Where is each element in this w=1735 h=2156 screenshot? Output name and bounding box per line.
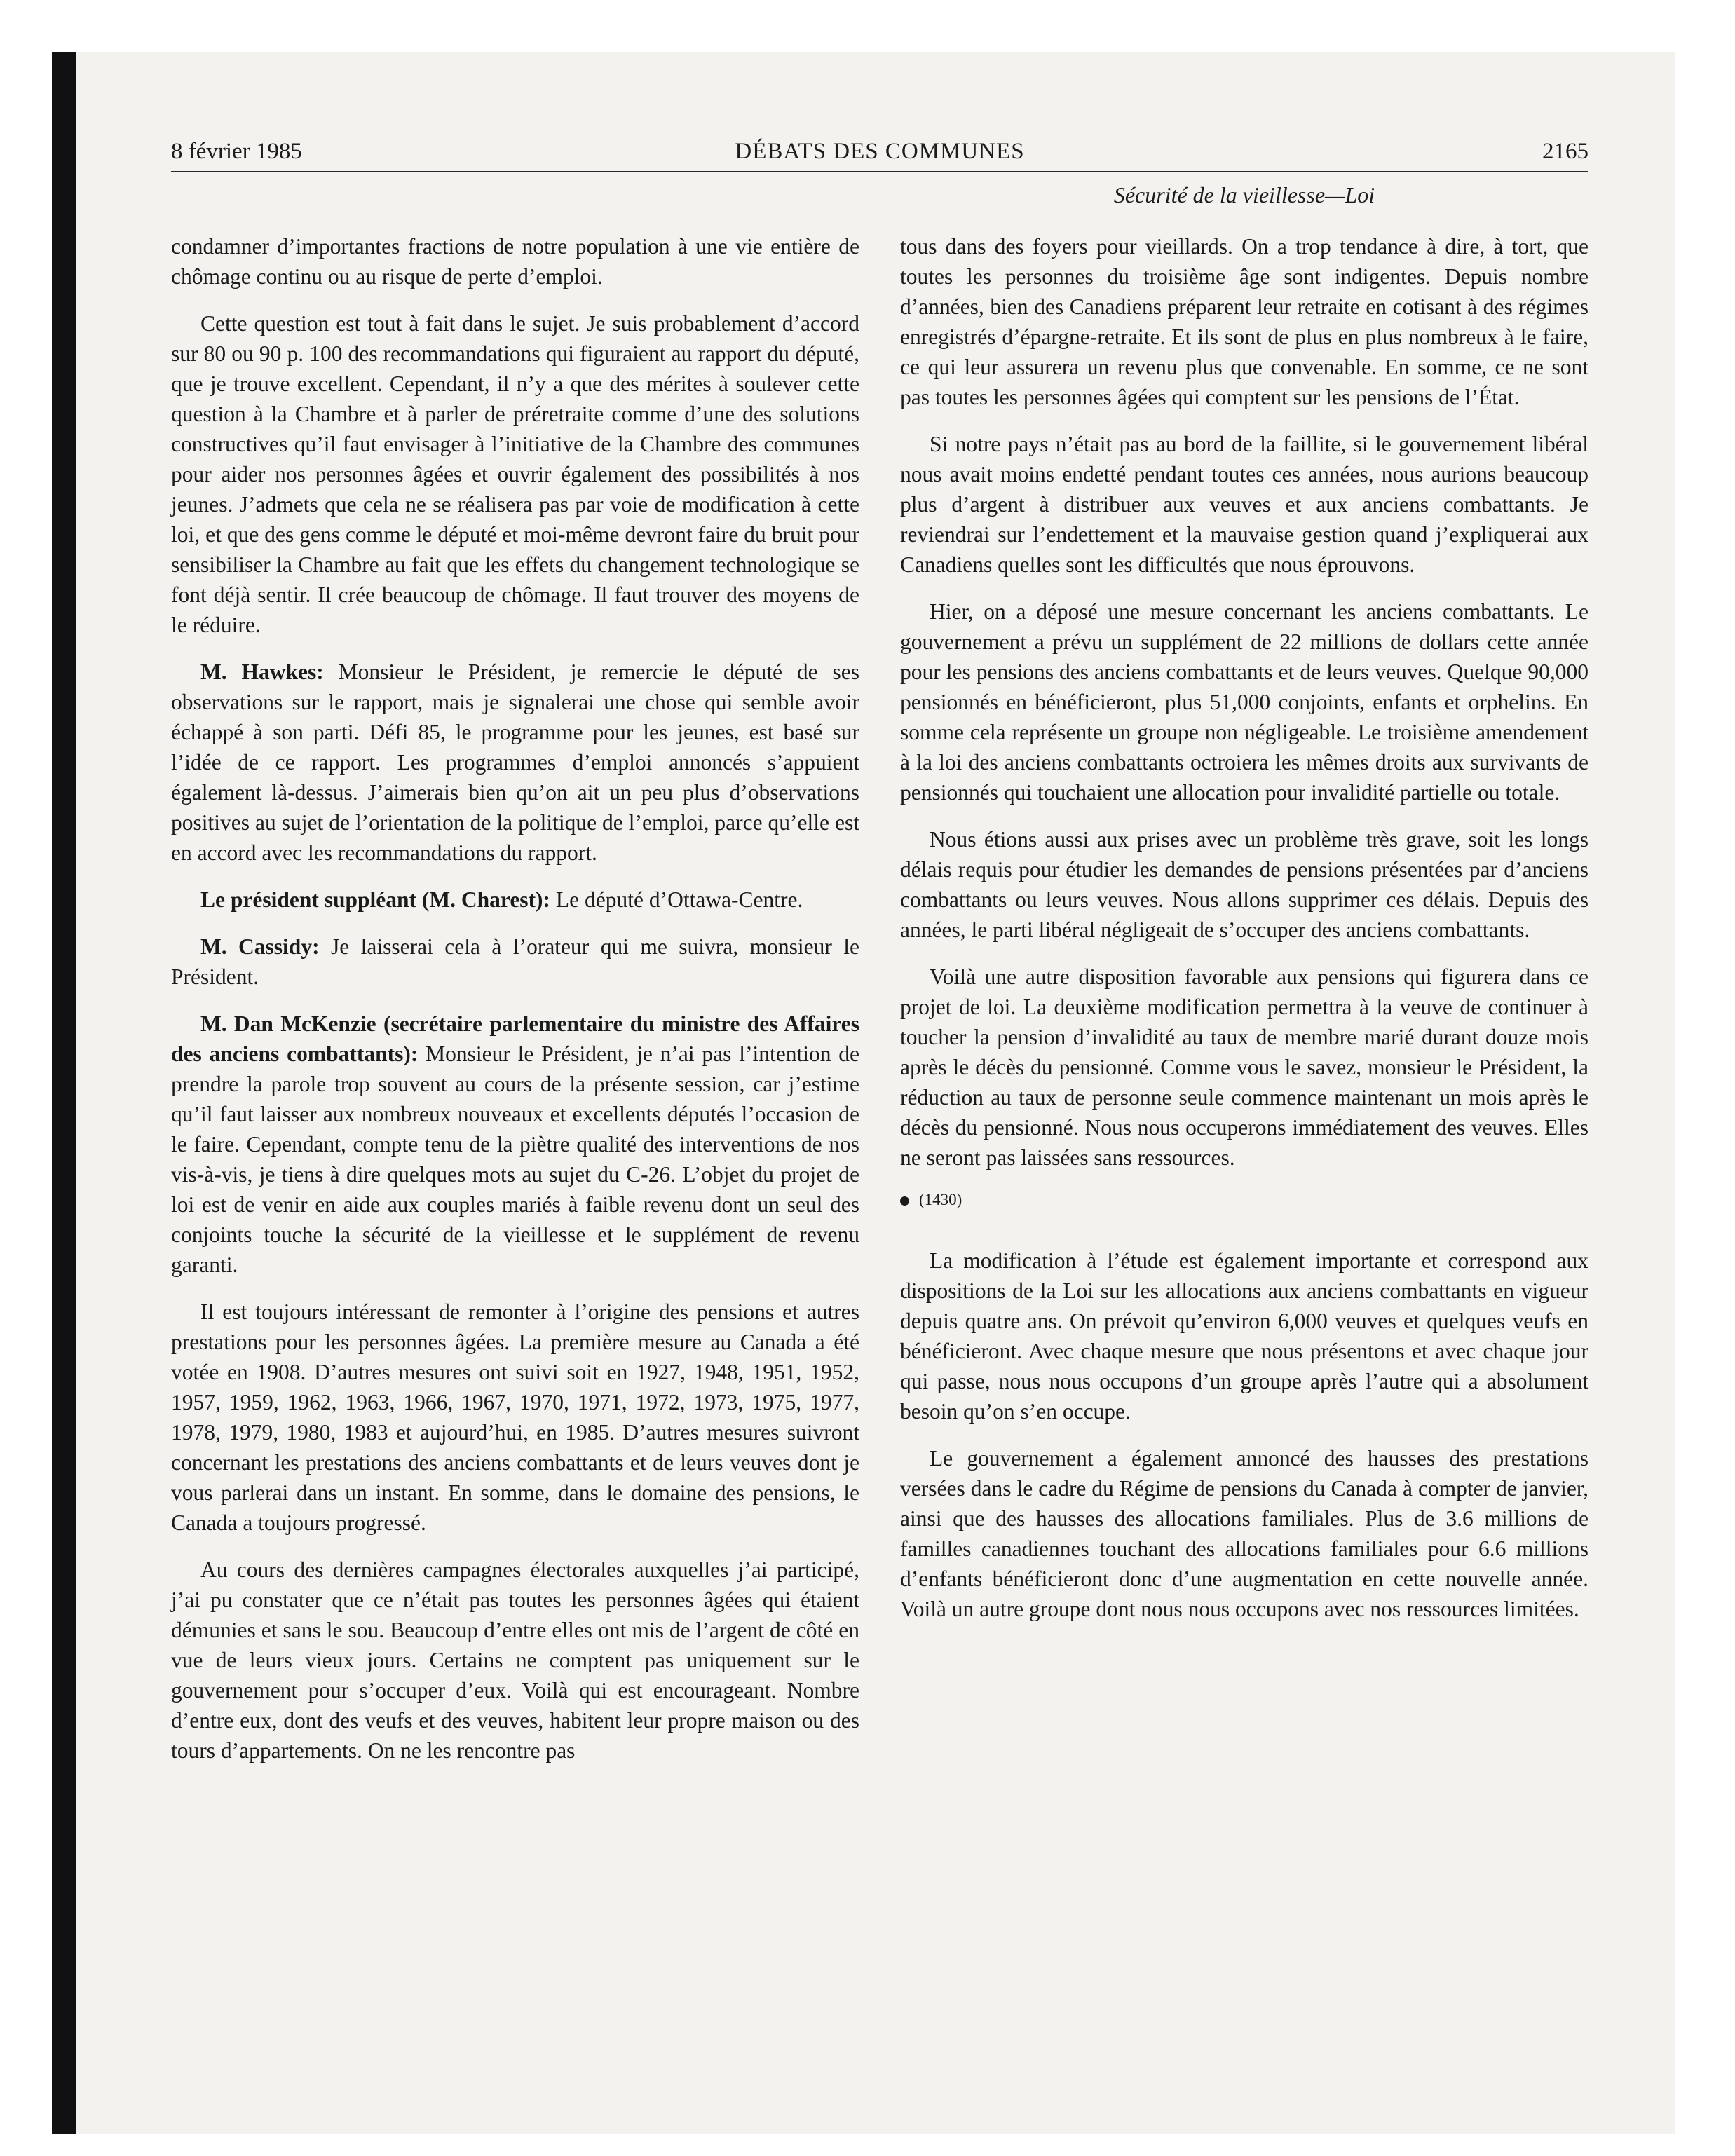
speech-paragraph	[171, 657, 859, 868]
speech-text: Monsieur le Président, je n’ai pas l’intention de prendre la parole trop souvent au cours de la présente session, car j’estime qu’il faut laisser aux nombreux nouveaux et excellents députés l’occasion de le faire. Cependant, compte tenu de la piètre qualité des interventions de nos vis-à-vis, je tiens à dire quelques mots au sujet du C-26. L’objet du projet de loi est de venir en aide aux couples mariés à faible revenu dont un seul des conjoints touche la sécurité de la vieillesse et le supplément de revenu garanti.	[171, 1042, 859, 1277]
speech-text: Monsieur le Président, je remercie le député de ses observations sur le rapport, mais je signalerai une chose qui semble avoir échappé à son parti. Défi 85, le programme pour les jeunes, est basé sur l’idée de ce rapport. Les programmes d’emploi annoncés s’appuient également là-dessus. J’aimerais bien qu’on ait un peu plus d’observations positives au sujet de l’orientation de la politique de l’emploi, parce qu’elle est en accord avec les recommandations du rapport.	[171, 660, 859, 865]
paragraph: Hier, on a déposé une mesure concernant les anciens combattants. Le gouvernement a prévu un supplément de 22 millions de dollars cette année pour les pensions des anciens combattants et de leurs veuves. Quelque 90,000 pensionnés en bénéficieront, plus 51,000 conjoints, enfants et orphelins. En somme cela représente un groupe non négligeable. Le troisième amendement à la loi des anciens combattants octroiera les mêmes droits aux survivants de pensionnés qui touchaient une allocation pour invalidité partielle ou totale.	[900, 599, 1588, 805]
speaker-name: M. Cassidy:	[200, 934, 320, 959]
paragraph: tous dans des foyers pour vieillards. On a trop tendance à dire, à tort, que toutes les personnes du troisième âge sont indigentes. Depuis nombre d’années, bien des Canadiens préparent leur retraite en cotisant à des régimes enregistrés d’épargne-retraite. Et ils sont de plus en plus nombreux à le faire, ce qui leur assurera un revenu plus que convenable. En somme, ce ne sont pas toutes les personnes âgées qui comptent sur les pensions de l’État.	[900, 234, 1588, 409]
time-marker	[900, 1189, 1588, 1210]
paragraph: Au cours des dernières campagnes électorales auxquelles j’ai participé, j’ai pu constater que ce n’était pas toutes les personnes âgées qui étaient démunies et sans le sou. Beaucoup d’entre elles ont mis de l’argent de côté en vue de leurs vieux jours. Certains ne comptent pas uniquement sur le gouvernement pour s’occuper d’eux. Voilà qui est encourageant. Nombre d’entre eux, dont des veufs et des veuves, habitent leur propre maison ou des tours d’appartements. On ne les rencontre pas	[171, 1557, 859, 1763]
paragraph: Nous étions aussi aux prises avec un problème très grave, soit les longs délais requis pour étudier les demandes de pensions présentées par d’anciens combattants ou leurs veuves. Nous allons supprimer ces délais. Depuis des années, le parti libéral négligeait de s’occuper des anciens combattants.	[900, 827, 1588, 942]
speech-text: Le député d’Ottawa-Centre.	[550, 887, 803, 912]
speaker-name: Le président suppléant (M. Charest):	[200, 887, 551, 912]
speech-paragraph	[171, 885, 859, 915]
right-column	[900, 231, 1588, 1641]
page-header	[171, 139, 1588, 172]
paragraph: La modification à l’étude est également importante et correspond aux dispositions de la Loi sur les allocations aux anciens combattants en vigueur depuis quatre ans. On prévoit qu’environ 6,000 veuves et quelques veufs en bénéficieront. Avec chaque mesure que nous présentons et avec chaque jour qui passe, nous nous occupons d’un groupe après l’autre qui a absolument besoin qu’on s’en occupe.	[900, 1248, 1588, 1424]
header-title: DÉBATS DES COMMUNES	[735, 139, 1025, 164]
speech-paragraph	[171, 1009, 859, 1280]
left-column	[171, 231, 859, 1782]
paragraph: Cette question est tout à fait dans le sujet. Je suis probablement d’accord sur 80 ou 90 p. 100 des recommandations qui figuraient au rapport du député, que je trouve excellent. Cependant, il n’y a que des mérites à soulever cette question à la Chambre et à parler de préretraite comme d’une des solutions constructives qu’il faut envisager à l’initiative de la Chambre des communes pour aider nos personnes âgées et ouvrir également des possibilités à nos jeunes. J’admets que cela ne se réalisera pas par voie de modification à cette loi, et que des gens comme le député et moi-même devront faire du bruit pour sensibiliser la Chambre au fait que les effets du changement technologique se font déjà sentir. Il crée beaucoup de chômage. Il faut trouver des moyens de le réduire.	[171, 311, 859, 637]
paragraph: Il est toujours intéressant de remonter à l’origine des pensions et autres prestations pour les personnes âgées. La première mesure au Canada a été votée en 1908. D’autres mesures ont suivi soit en 1927, 1948, 1951, 1952, 1957, 1959, 1962, 1963, 1966, 1967, 1970, 1971, 1972, 1973, 1975, 1977, 1978, 1979, 1980, 1983 et aujourd’hui, en 1985. D’autres mesures suivront concernant les prestations des anciens combattants et de leurs veuves dont je vous parlerai dans un instant. En somme, dans le domaine des pensions, le Canada a toujours progressé.	[171, 1299, 859, 1535]
paragraph: Si notre pays n’était pas au bord de la faillite, si le gouvernement libéral nous avait moins endetté pendant toutes ces années, nous aurions beaucoup plus d’argent à distribuer aux veuves et aux anciens combattants. Je reviendrai sur l’endettement et la mauvaise gestion quand j’expliquerai aux Canadiens quelles sont les difficultés que nous éprouvons.	[900, 432, 1588, 577]
speaker-name: M. Dan McKenzie (secrétaire parlementaire du ministre des Affaires des anciens combattants):	[171, 1011, 859, 1066]
paragraph: Le gouvernement a également annoncé des hausses des prestations versées dans le cadre du Régime de pensions du Canada à compter de janvier, ainsi que des hausses des allocations familiales. Plus de 3.6 millions de familles canadiennes touchant des allocations familiales pour 6.6 millions d’enfants bénéficieront donc d’une augmentation en cette nouvelle année. Voilà un autre groupe dont nous nous occupons avec nos ressources limitées.	[900, 1446, 1588, 1621]
speech-text: Je laisserai cela à l’orateur qui me suivra, monsieur le Président.	[171, 934, 859, 989]
section-title: Sécurité de la vieillesse—Loi	[1113, 182, 1375, 207]
time-marker-text: (1430)	[919, 1191, 962, 1208]
paragraph: condamner d’importantes fractions de notre population à une vie entière de chômage continu ou au risque de perte d’emploi.	[171, 234, 859, 289]
header-page-number: 2165	[1542, 139, 1588, 164]
header-date: 8 février 1985	[171, 139, 302, 164]
bullet-icon	[900, 1196, 909, 1206]
speaker-name: M. Hawkes:	[200, 660, 324, 684]
paragraph: Voilà une autre disposition favorable aux pensions qui figurera dans ce projet de loi. La deuxième modification permettra à la veuve de continuer à toucher la pension d’invalidité au taux de membre marié durant douze mois après le décès du pensionné. Comme vous le savez, monsieur le Président, la réduction au taux de personne seule commence maintenant un mois après le décès du pensionné. Nous nous occuperons immédiatement des veuves. Elles ne seront pas laissées sans ressources.	[900, 964, 1588, 1170]
speech-paragraph	[171, 932, 859, 992]
scan-border	[52, 52, 76, 2134]
